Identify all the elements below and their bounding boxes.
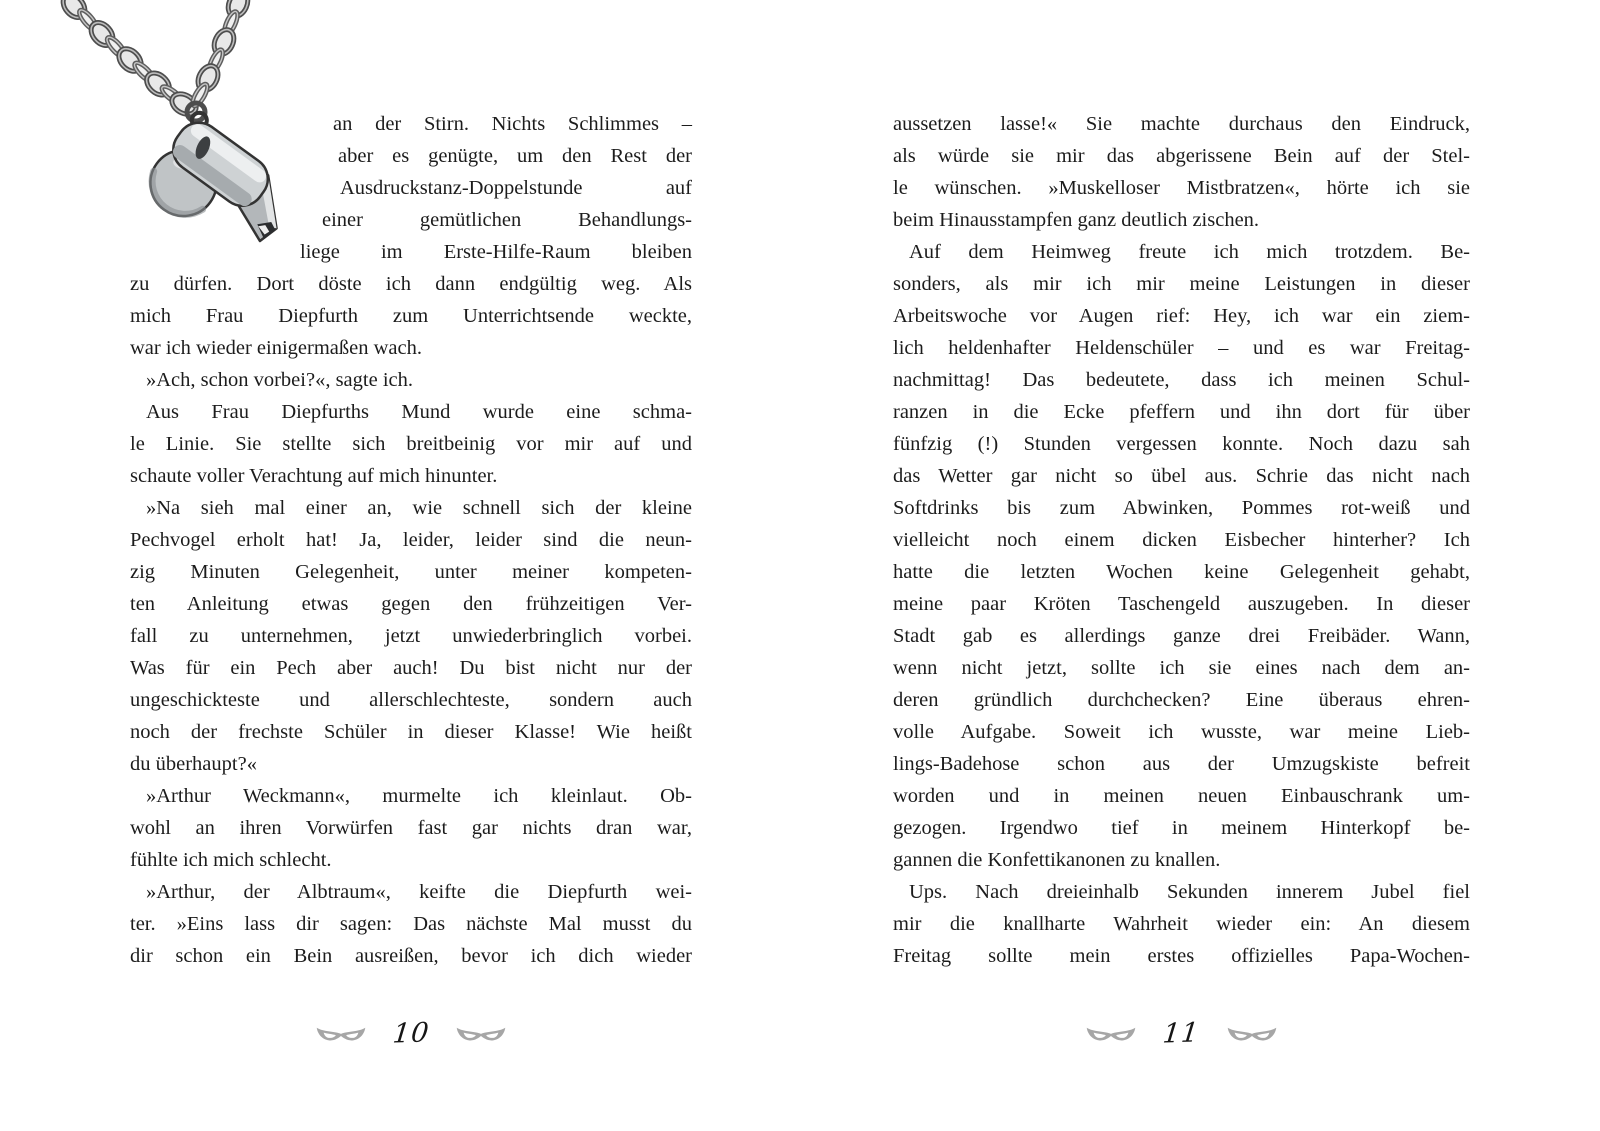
text-line: hatte die letzten Wochen keine Gelegenheit gehabt,: [893, 561, 1470, 583]
text-line: worden und in meinen neuen Einbauschrank um-: [893, 785, 1470, 807]
page-footer-left: [130, 1010, 692, 1056]
text-line: lich heldenhafter Heldenschüler – und es war Freitag-: [893, 337, 1470, 359]
text-line: noch der frechste Schüler in dieser Klasse! Wie heißt: [130, 721, 692, 743]
text-line: als würde sie mir das abgerissene Bein auf der Stel-: [893, 145, 1470, 167]
text-line: an der Stirn. Nichts Schlimmes –: [333, 113, 692, 135]
text-line: gannen die Konfettikanonen zu knallen.: [893, 849, 1221, 871]
text-line: du überhaupt?«: [130, 753, 257, 775]
text-line: »Arthur Weckmann«, murmelte ich kleinlaut. Ob-: [146, 785, 692, 807]
text-line: wohl an ihren Vorwürfen fast gar nichts dran war,: [130, 817, 692, 839]
text-line: wenn nicht jetzt, sollte ich sie eines nach dem an-: [893, 657, 1470, 679]
text-line: war ich wieder einigermaßen wach.: [130, 337, 422, 359]
text-line: ungeschickteste und allerschlechteste, sondern auch: [130, 689, 692, 711]
text-line: aber es genügte, um den Rest der: [338, 145, 692, 167]
text-line: ter. »Eins lass dir sagen: Das nächste Mal musst du: [130, 913, 692, 935]
text-line: sonders, als mir ich mir meine Leistungen in dieser: [893, 273, 1470, 295]
text-line: fünfzig (!) Stunden vergessen konnte. Noch dazu sah: [893, 433, 1470, 455]
text-line: fühlte ich mich schlecht.: [130, 849, 332, 871]
text-line: ten Anleitung etwas gegen den frühzeitigen Ver-: [130, 593, 692, 615]
text-line: Stadt gab es allerdings ganze drei Freibäder. Wann,: [893, 625, 1470, 647]
text-line: Was für ein Pech aber auch! Du bist nicht nur der: [130, 657, 692, 679]
glasses-icon: [1085, 1022, 1137, 1044]
text-line: le Linie. Sie stellte sich breitbeinig vor mir auf und: [130, 433, 692, 455]
text-line: Pechvogel erholt hat! Ja, leider, leider sind die neun-: [130, 529, 692, 551]
text-line: nachmittag! Das bedeutete, dass ich meinen Schul-: [893, 369, 1470, 391]
text-line: vielleicht noch einem dicken Eisbecher hinterher? Ich: [893, 529, 1470, 551]
page-text-right: [893, 108, 1470, 972]
book-page-right: [893, 0, 1470, 1131]
text-line: »Arthur, der Albtraum«, keifte die Diepfurth wei-: [146, 881, 692, 903]
text-line: schaute voller Verachtung auf mich hinunter.: [130, 465, 498, 487]
text-line: zu dürfen. Dort döste ich dann endgültig weg. Als: [130, 273, 692, 295]
glasses-icon: [455, 1022, 507, 1044]
text-line: Ups. Nach dreieinhalb Sekunden innerem Jubel fiel: [909, 881, 1470, 903]
text-line: einer gemütlichen Behandlungs-: [322, 209, 692, 231]
text-line: le wünschen. »Muskelloser Mistbratzen«, hörte ich sie: [893, 177, 1470, 199]
text-line: »Na sieh mal einer an, wie schnell sich der kleine: [146, 497, 692, 519]
page-number-right: 11: [1161, 1016, 1202, 1050]
glasses-icon: [315, 1022, 367, 1044]
text-line: mich Frau Diepfurth zum Unterrichtsende weckte,: [130, 305, 692, 327]
text-line: »Ach, schon vorbei?«, sagte ich.: [146, 369, 413, 391]
text-line: Ausdruckstanz-Doppelstunde auf: [340, 177, 692, 199]
text-line: gezogen. Irgendwo tief in meinem Hinterkopf be-: [893, 817, 1470, 839]
text-line: fall zu unternehmen, jetzt unwiederbringlich vorbei.: [130, 625, 692, 647]
book-page-left: [130, 0, 692, 1131]
text-line: Auf dem Heimweg freute ich mich trotzdem. Be-: [909, 241, 1470, 263]
text-line: meine paar Kröten Taschengeld auszugeben. In dieser: [893, 593, 1470, 615]
text-line: lings-Badehose schon aus der Umzugskiste befreit: [893, 753, 1470, 775]
glasses-icon: [1226, 1022, 1278, 1044]
text-line: dir schon ein Bein ausreißen, bevor ich dich wieder: [130, 945, 692, 967]
text-line: Arbeitswoche vor Augen rief: Hey, ich war ein ziem-: [893, 305, 1470, 327]
page-text-left: [130, 108, 692, 972]
text-line: zig Minuten Gelegenheit, unter meiner kompeten-: [130, 561, 692, 583]
text-line: Softdrinks bis zum Abwinken, Pommes rot-weiß und: [893, 497, 1470, 519]
text-line: aussetzen lasse!« Sie machte durchaus den Eindruck,: [893, 113, 1470, 135]
text-line: Freitag sollte mein erstes offizielles Papa-Wochen-: [893, 945, 1470, 967]
page-footer-right: [893, 1010, 1470, 1056]
text-line: beim Hinausstampfen ganz deutlich zischen.: [893, 209, 1260, 231]
text-line: Aus Frau Diepfurths Mund wurde eine schma-: [146, 401, 692, 423]
text-line: mir die knallharte Wahrheit wieder ein: An diesem: [893, 913, 1470, 935]
text-line: das Wetter gar nicht so übel aus. Schrie das nicht nach: [893, 465, 1470, 487]
text-line: liege im Erste-Hilfe-Raum bleiben: [300, 241, 692, 263]
text-line: deren gründlich durchchecken? Eine überaus ehren-: [893, 689, 1470, 711]
page-number-left: 10: [391, 1016, 431, 1050]
text-line: volle Aufgabe. Soweit ich wusste, war meine Lieb-: [893, 721, 1470, 743]
text-line: ranzen in die Ecke pfeffern und ihn dort für über: [893, 401, 1470, 423]
